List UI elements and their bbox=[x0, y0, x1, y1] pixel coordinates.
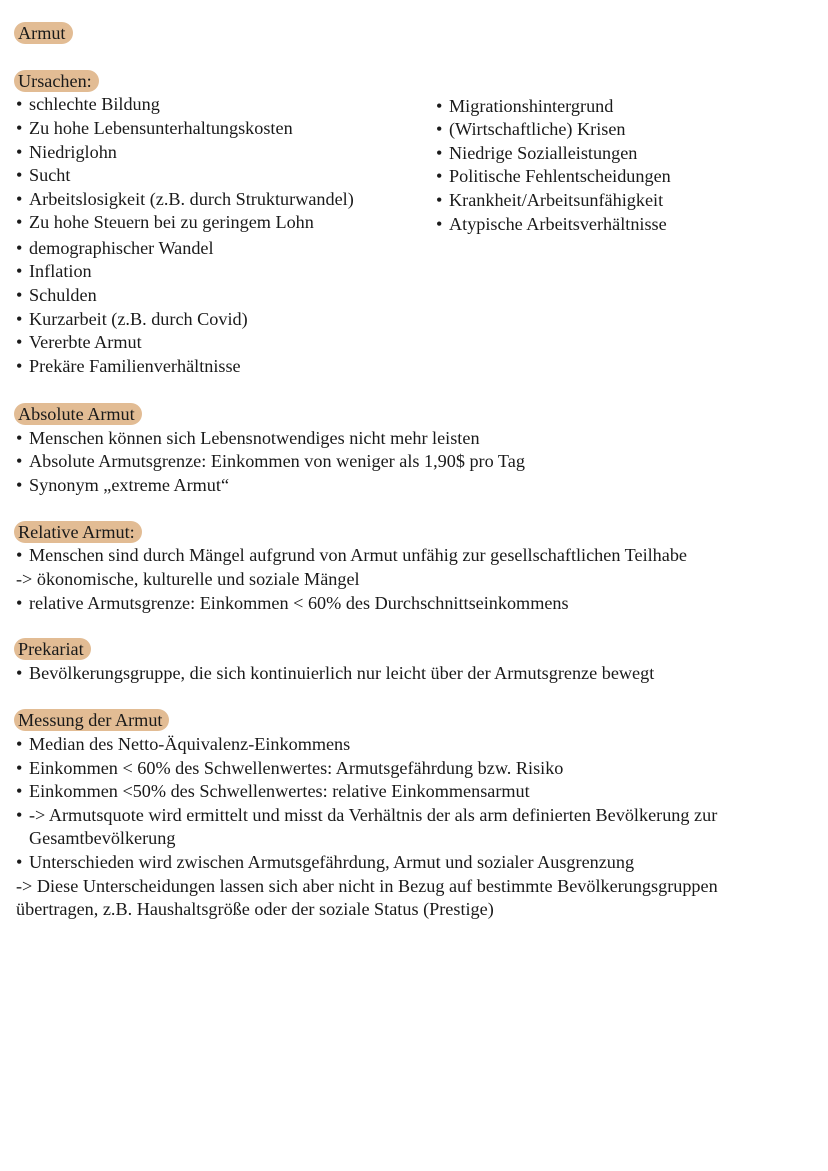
list-item: • Prekäre Familienverhältnisse bbox=[16, 356, 241, 376]
list-item: • Inflation bbox=[16, 261, 92, 281]
list-item: • Menschen können sich Lebensnotwendiges nicht mehr leisten bbox=[16, 428, 480, 448]
list-item: • Median des Netto-Äquivalenz-Einkommens bbox=[16, 734, 351, 754]
list-item: • Migrationshintergrund bbox=[436, 96, 614, 116]
list-item: • Atypische Arbeitsverhältnisse bbox=[436, 214, 667, 234]
list-item: • Vererbte Armut bbox=[16, 332, 142, 352]
arrow-note: -> Diese Unterscheidungen lassen sich aber nicht in Bezug auf bestimmte Bevölkerungsgruppen bbox=[16, 876, 718, 896]
list-item: • Zu hohe Steuern bei zu geringem Lohn bbox=[16, 212, 314, 232]
list-item: • Zu hohe Lebensunterhaltungskosten bbox=[16, 118, 293, 138]
list-item: • schlechte Bildung bbox=[16, 94, 160, 114]
section-heading-messung: Messung der Armut bbox=[16, 709, 169, 733]
list-item: • -> Armutsquote wird ermittelt und misst da Verhältnis der als arm definierten Bevölkerung zur bbox=[16, 805, 718, 825]
list-item: • Einkommen <50% des Schwellenwertes: relative Einkommensarmut bbox=[16, 781, 530, 801]
list-item: • Niedriglohn bbox=[16, 142, 117, 162]
list-item: • Synonym „extreme Armut“ bbox=[16, 475, 230, 495]
list-item: • Politische Fehlentscheidungen bbox=[436, 166, 671, 186]
list-item: • (Wirtschaftliche) Krisen bbox=[436, 119, 626, 139]
list-item: • Unterschieden wird zwischen Armutsgefährdung, Armut und sozialer Ausgrenzung bbox=[16, 852, 635, 872]
list-item: • Krankheit/Arbeitsunfähigkeit bbox=[436, 190, 664, 210]
list-item: • demographischer Wandel bbox=[16, 238, 214, 258]
list-item-continuation: Gesamtbevölkerung bbox=[29, 828, 176, 848]
list-item: • Niedrige Sozialleistungen bbox=[436, 143, 638, 163]
list-item: • Kurzarbeit (z.B. durch Covid) bbox=[16, 309, 248, 329]
list-item: • relative Armutsgrenze: Einkommen < 60% des Durchschnittseinkommens bbox=[16, 593, 569, 613]
list-item: • Sucht bbox=[16, 165, 71, 185]
list-item: • Arbeitslosigkeit (z.B. durch Strukturwandel) bbox=[16, 189, 354, 209]
list-item: • Bevölkerungsgruppe, die sich kontinuierlich nur leicht über der Armutsgrenze bewegt bbox=[16, 663, 655, 683]
section-heading-ursachen: Ursachen: bbox=[16, 70, 99, 94]
list-item: • Schulden bbox=[16, 285, 97, 305]
section-heading-relative-armut: Relative Armut: bbox=[16, 521, 142, 545]
title-highlight: Armut bbox=[14, 22, 73, 44]
arrow-note: -> ökonomische, kulturelle und soziale Mängel bbox=[16, 569, 360, 589]
page-title bbox=[16, 22, 73, 46]
list-item: • Einkommen < 60% des Schwellenwertes: Armutsgefährdung bzw. Risiko bbox=[16, 758, 564, 778]
section-heading-prekariat: Prekariat bbox=[16, 638, 91, 662]
arrow-note-continuation: übertragen, z.B. Haushaltsgröße oder der soziale Status (Prestige) bbox=[16, 899, 494, 919]
section-heading-absolute-armut: Absolute Armut bbox=[16, 403, 142, 427]
list-item: • Menschen sind durch Mängel aufgrund von Armut unfähig zur gesellschaftlichen Teilhabe bbox=[16, 545, 688, 565]
list-item: • Absolute Armutsgrenze: Einkommen von weniger als 1,90$ pro Tag bbox=[16, 451, 525, 471]
